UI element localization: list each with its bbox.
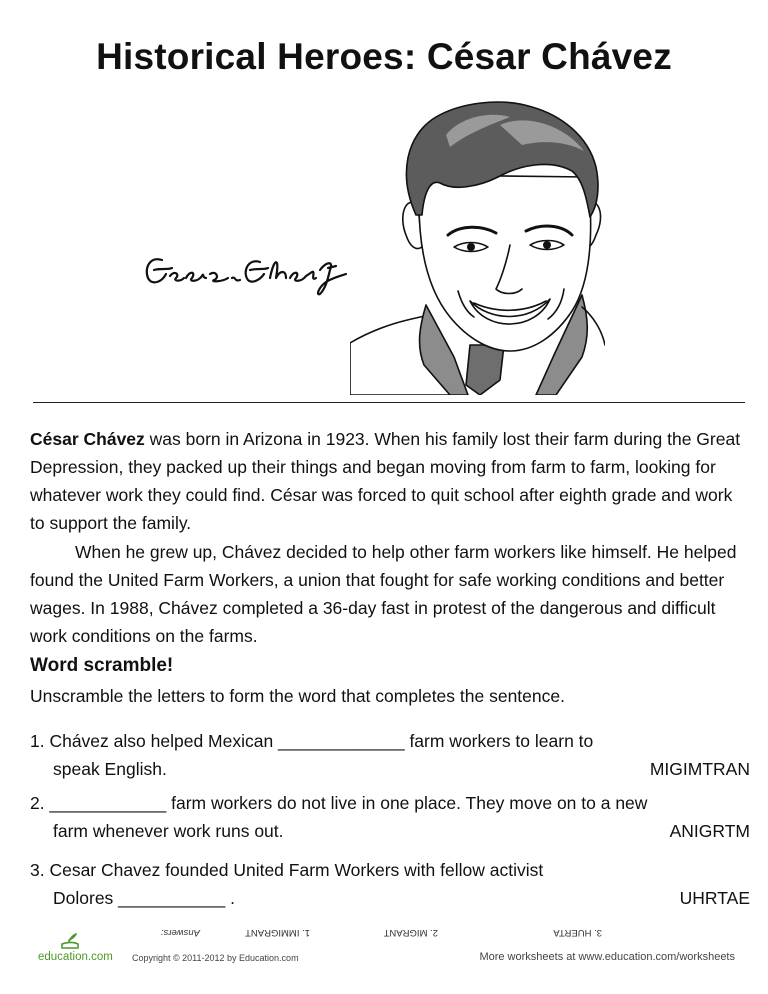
- question-line-text: farm whenever work runs out.: [53, 821, 284, 841]
- question-1: [30, 727, 750, 783]
- question-line: 3. Cesar Chavez founded United Farm Workers with fellow activist: [30, 860, 544, 880]
- question-line: [30, 884, 750, 912]
- passage-lead-name: César Chávez: [30, 429, 145, 449]
- education-logo-text: education.com: [38, 951, 113, 963]
- passage-p1-text: was born in Arizona in 1923. When his family lost their farm during the Great Depression, they packed up their things and began moving from farm to farm, looking for whatever work they could find. César was forced to quit school after eighth grade and work to support the family.: [30, 429, 741, 533]
- section-divider: [33, 402, 745, 403]
- more-worksheets-link[interactable]: More worksheets at www.education.com/worksheets: [479, 951, 735, 963]
- passage-paragraph-1: [30, 425, 745, 537]
- scrambled-word: ANIGRTM: [669, 821, 750, 841]
- question-line-text: speak English.: [53, 759, 167, 779]
- answer-3: 3. HUERTA: [553, 927, 602, 938]
- answer-1: 1. IMMIGRANT: [245, 927, 310, 938]
- answer-2: 2. MIGRANT: [383, 927, 438, 938]
- passage-paragraph-2: When he grew up, Chávez decided to help other farm workers like himself. He helped found the United Farm Workers, a union that fought for safe working conditions and better wages. In 1988, Chávez completed a 36-day fast in protest of the dangerous and difficult work conditions on the farms.: [30, 542, 737, 646]
- question-line: [30, 817, 750, 845]
- question-line: [30, 755, 750, 783]
- cesar-chavez-portrait: [350, 95, 605, 395]
- question-line-text: Dolores ___________ .: [53, 888, 235, 908]
- answer-key-label: Answers:: [160, 927, 200, 938]
- question-2: [30, 789, 750, 845]
- scrambled-word: UHRTAE: [679, 888, 750, 908]
- signature-image: [140, 248, 355, 298]
- question-3: [30, 856, 750, 912]
- page-title: Historical Heroes: César Chávez: [96, 36, 672, 77]
- word-scramble-heading: Word scramble!: [30, 655, 174, 676]
- answer-key: [140, 923, 620, 941]
- question-line: 1. Chávez also helped Mexican _____________ farm workers to learn to: [30, 731, 594, 751]
- scrambled-word: MIGIMTRAN: [649, 759, 750, 779]
- word-scramble-instructions: Unscramble the letters to form the word that completes the sentence.: [30, 686, 565, 706]
- copyright-text: Copyright © 2011-2012 by Education.com: [132, 953, 299, 963]
- question-line: 2. ____________ farm workers do not live in one place. They move on to a new: [30, 793, 648, 813]
